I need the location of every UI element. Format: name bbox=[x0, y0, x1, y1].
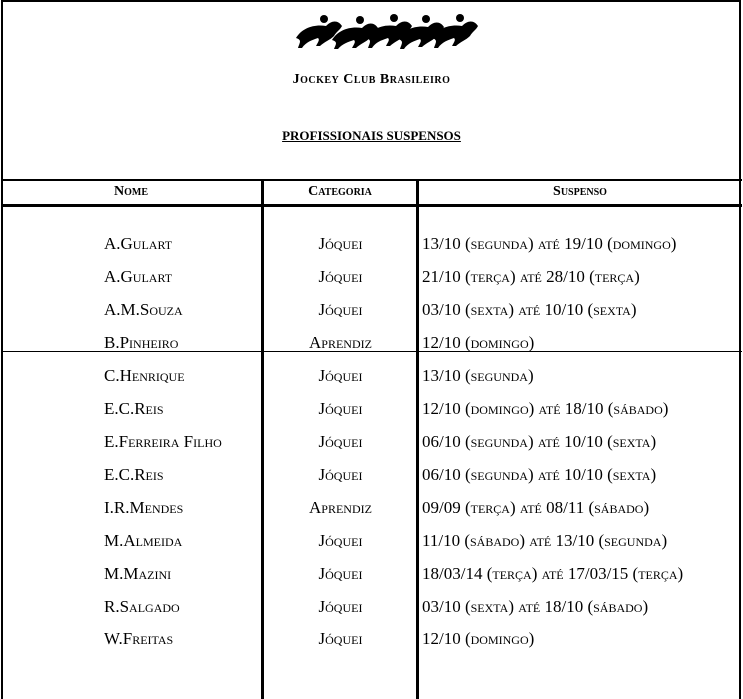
table-row bbox=[0, 399, 743, 432]
cell-categoria: Jóquei bbox=[318, 399, 363, 418]
cell-suspenso: 12/10 (domingo) bbox=[422, 629, 535, 648]
table-row bbox=[0, 498, 743, 531]
cell-suspenso: 21/10 (terça) até 28/10 (terça) bbox=[422, 267, 640, 286]
table-row bbox=[0, 432, 743, 465]
table-row bbox=[0, 267, 743, 300]
cell-nome: R.Salgado bbox=[104, 597, 180, 616]
cell-categoria: Jóquei bbox=[318, 267, 363, 286]
cell-categoria: Jóquei bbox=[318, 564, 363, 583]
cell-nome: A.M.Souza bbox=[104, 300, 183, 319]
cell-nome: C.Henrique bbox=[104, 366, 185, 385]
column-header-suspenso: Suspenso bbox=[553, 184, 607, 199]
cell-suspenso: 11/10 (sábado) até 13/10 (segunda) bbox=[422, 531, 668, 550]
cell-nome: E.Ferreira Filho bbox=[104, 432, 222, 451]
cell-categoria: Aprendiz bbox=[309, 333, 372, 352]
club-name: Jockey Club Brasileiro bbox=[292, 72, 451, 87]
cell-categoria: Jóquei bbox=[318, 432, 363, 451]
table-top-rule bbox=[1, 179, 742, 181]
cell-suspenso: 12/10 (domingo) bbox=[422, 333, 535, 352]
header-bottom-rule bbox=[1, 204, 742, 207]
table-row bbox=[0, 465, 743, 498]
cell-nome: A.Gulart bbox=[104, 267, 173, 286]
cell-categoria: Jóquei bbox=[318, 234, 363, 253]
cell-categoria: Aprendiz bbox=[309, 498, 372, 517]
table-row bbox=[0, 531, 743, 564]
cell-nome: M.Almeida bbox=[104, 531, 183, 550]
column-header-nome: Nome bbox=[114, 184, 148, 199]
column-header-categoria: Categoria bbox=[308, 184, 372, 199]
cell-suspenso: 13/10 (segunda) até 19/10 (domingo) bbox=[422, 234, 677, 253]
table-row bbox=[0, 300, 743, 333]
cell-suspenso: 06/10 (segunda) até 10/10 (sexta) bbox=[422, 465, 657, 484]
table-row bbox=[0, 564, 743, 597]
table-row bbox=[0, 333, 743, 366]
cell-suspenso: 12/10 (domingo) até 18/10 (sábado) bbox=[422, 399, 669, 418]
cell-categoria: Jóquei bbox=[318, 531, 363, 550]
cell-suspenso: 13/10 (segunda) bbox=[422, 366, 534, 385]
cell-suspenso: 03/10 (sexta) até 18/10 (sábado) bbox=[422, 597, 649, 616]
cell-nome: M.Mazini bbox=[104, 564, 172, 583]
cell-nome: B.Pinheiro bbox=[104, 333, 179, 352]
table-row bbox=[0, 366, 743, 399]
table-row bbox=[0, 597, 743, 630]
page-subtitle: PROFISSIONAIS SUSPENSOS bbox=[282, 128, 461, 143]
table-row bbox=[0, 629, 743, 662]
cell-suspenso: 03/10 (sexta) até 10/10 (sexta) bbox=[422, 300, 637, 319]
cell-suspenso: 18/03/14 (terça) até 17/03/15 (terça) bbox=[422, 564, 684, 583]
cell-categoria: Jóquei bbox=[318, 300, 363, 319]
cell-suspenso: 09/09 (terça) até 08/11 (sábado) bbox=[422, 498, 650, 517]
cell-suspenso: 06/10 (segunda) até 10/10 (sexta) bbox=[422, 432, 657, 451]
cell-nome: E.C.Reis bbox=[104, 465, 164, 484]
cell-categoria: Jóquei bbox=[318, 465, 363, 484]
cell-categoria: Jóquei bbox=[318, 366, 363, 385]
racehorses-logo-icon bbox=[294, 14, 480, 50]
cell-categoria: Jóquei bbox=[318, 629, 363, 648]
cell-categoria: Jóquei bbox=[318, 597, 363, 616]
cell-nome: E.C.Reis bbox=[104, 399, 164, 418]
cell-nome: W.Freitas bbox=[104, 629, 174, 648]
cell-nome: A.Gulart bbox=[104, 234, 173, 253]
table-row bbox=[0, 234, 743, 267]
cell-nome: I.R.Mendes bbox=[104, 498, 184, 517]
